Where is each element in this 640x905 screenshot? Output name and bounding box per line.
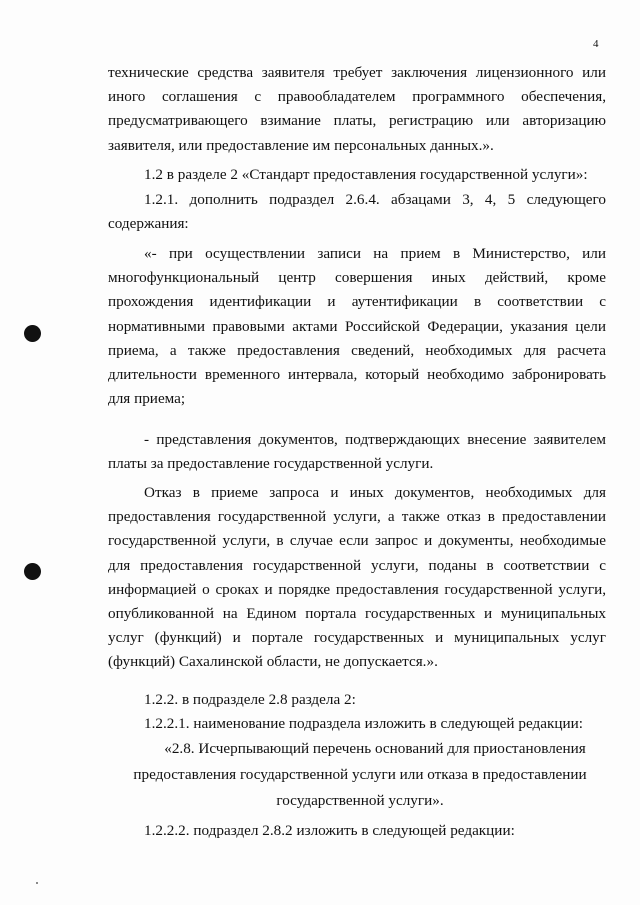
paragraph-continuation: технические средства заявителя требует заключения лицензионного или иного соглашения с правообладателем программного обеспечения, предусматривающего взимание платы, регистрацию или авторизацию заявителя, или предоставление им персональных данных.». xyxy=(108,64,606,154)
paragraph-refusal: Отказ в приеме запроса и иных документов, необходимых для предоставления государственной услуги, а также отказ в предоставлении государственной услуги, в случае если запрос и документы, необходимые для предоставления государственной услуги, поданы в соответствии с информацией о сроках и порядке предоставления государственной услуги, опубликованной на Едином портала государственных и муниципальных услуг (функций) и портале государственных и муниципальных услуг (функций) Сахалинской области, не допускается.». xyxy=(108,484,606,671)
paragraph-1-2-2-2: 1.2.2.2. подраздел 2.8.2 изложить в следующей редакции: xyxy=(144,822,515,839)
punch-hole xyxy=(24,563,41,580)
paragraph-1-2-1: 1.2.1. дополнить подраздел 2.6.4. абзацами 3, 4, 5 следующего содержания: xyxy=(108,191,606,233)
scan-speck xyxy=(36,882,38,884)
page-number: 4 xyxy=(593,38,599,50)
quoted-heading-2-8: «2.8. Исчерпывающий перечень оснований для приостановления предоставления государственной услуги или отказа в предоставлении государственной услуги». xyxy=(133,740,587,810)
paragraph-section-1-2: 1.2 в разделе 2 «Стандарт предоставления государственной услуги»: xyxy=(144,166,588,183)
paragraph-quote-2: - представления документов, подтверждающих внесение заявителем платы за предоставление государственной услуги. xyxy=(108,431,606,473)
paragraph-quote-1: «- при осуществлении записи на прием в Министерство, или многофункциональный центр совершения иных действий, кроме прохождения идентификации и аутентификации в соответствии с нормативными правовыми актами Российской Федерации, указания цели приема, а также предоставления сведений, необходимых для расчета длительности временного интервала, который необходимо забронировать для приема; xyxy=(108,245,606,408)
paragraph-1-2-2: 1.2.2. в подразделе 2.8 раздела 2: xyxy=(144,691,356,708)
punch-hole xyxy=(24,325,41,342)
paragraph-1-2-2-1: 1.2.2.1. наименование подраздела изложить в следующей редакции: xyxy=(144,715,583,732)
